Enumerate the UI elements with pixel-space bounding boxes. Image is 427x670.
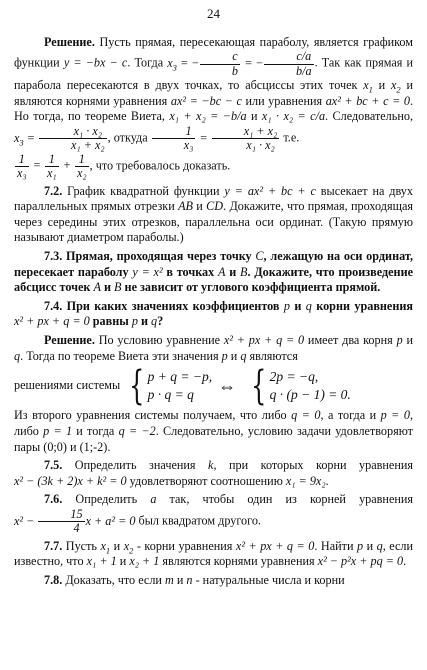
text: корни уравнения — [311, 298, 413, 313]
text: в точках — [162, 264, 219, 279]
brace-icon: { — [251, 363, 267, 410]
formula: x₁ = 9x₂ — [285, 473, 326, 488]
formula: x₁ + x₂ = −b/a — [169, 109, 247, 124]
brace-icon: { — [129, 363, 145, 410]
formula: p = 0 — [380, 408, 410, 423]
problem-7-4 — [14, 299, 413, 330]
var: p — [131, 314, 138, 329]
solution-7-4 — [14, 333, 413, 364]
text: . Докажите, что произведение абсцисс точек — [14, 264, 414, 295]
text: равны — [89, 314, 132, 329]
text: Из второго уравнения системы получаем, что либо — [14, 408, 292, 423]
text: - натуральные числа и корни — [192, 573, 345, 588]
var: A — [93, 280, 101, 295]
var: C — [255, 249, 264, 264]
text: При каких значениях коэффициентов — [62, 298, 284, 313]
text: Пусть — [62, 538, 101, 553]
system-line: 2p = −q, — [269, 369, 319, 385]
var: q — [14, 348, 21, 363]
var: a — [150, 492, 157, 507]
formula-reciprocal-sum: $\frac{1}{\text{x₃}}$ = $\frac{1}{\text{x₁}}$ + $\frac{1}{\text{x₂}}$ — [17, 151, 87, 181]
text: - корни уравнения — [133, 538, 236, 553]
formula: x² + px + q = 0 — [235, 538, 315, 553]
text: или уравнения — [241, 93, 326, 108]
solution-7-4-conclusion — [14, 408, 413, 455]
system-left — [124, 363, 213, 410]
formula-reciprocal: $\frac{1}{\text{x₃}}$ = $\frac{\text{x₁ + x₂}}{\text{x₁ · x₂}}$ — [151, 131, 281, 145]
problem-number: 7.3. — [44, 249, 63, 264]
text: , что требовалось доказать. — [89, 158, 231, 173]
text: имеет два корня — [304, 333, 397, 348]
fraction: $\frac{1}{\text{x₃}}$ — [152, 125, 196, 153]
var-x2: $x_2$ — [391, 78, 401, 95]
text: По условию уравнение — [94, 333, 224, 348]
text: Пусть прямая, пересекающая параболу, является графиком функции — [14, 34, 413, 70]
text: . Следовательно, условию задачи удовлетворяют пары (0;0) и (1;-2). — [14, 423, 413, 454]
text: Определить значения — [62, 458, 209, 473]
var: q — [151, 314, 158, 329]
equation-system — [14, 363, 413, 410]
text: являются — [246, 348, 298, 363]
var: B — [240, 264, 248, 279]
text: . Тогда по теореме Виета эти значения — [20, 348, 222, 363]
problem-number: 7.8. — [44, 573, 63, 588]
equivalence-icon: ⇔ — [218, 375, 237, 396]
var: q — [376, 538, 383, 553]
var: p — [283, 298, 290, 313]
text: Прямая, проходящая через точку — [62, 249, 256, 264]
problem-7-3 — [14, 249, 413, 296]
text: и — [116, 554, 130, 569]
text: . Следовательно, — [325, 109, 413, 124]
problem-number: 7.6. — [44, 492, 63, 507]
var: CD — [206, 199, 224, 214]
text: и тогда — [72, 423, 119, 438]
var: n — [186, 573, 193, 588]
problem-7-2 — [14, 184, 413, 246]
fraction: $\frac{1}{\text{x₃}}$ — [17, 151, 27, 181]
text: и — [227, 348, 241, 363]
formula: x₁ · x₂ = c/a — [261, 109, 326, 124]
problem-7-8 — [14, 573, 413, 589]
text: и — [173, 573, 187, 588]
text: , откуда — [107, 130, 151, 145]
formula: y = ax² + bc + c — [224, 183, 316, 198]
var-x1: $x_1$ — [363, 78, 373, 95]
fraction: $\frac{1}{\text{x₂}}$ — [76, 151, 87, 181]
text: и являются корнями уравнения — [14, 78, 413, 108]
problem-7-6 — [14, 492, 413, 535]
system-line: p · q = q — [147, 387, 194, 403]
var: p — [221, 348, 228, 363]
var: A — [218, 264, 226, 279]
fraction: $\frac{1}{\text{x₁}}$ — [46, 151, 57, 181]
text: и — [363, 538, 377, 553]
text: . Так как прямая и парабола пересекаются в двух точках, то абсциссы этих точек — [14, 55, 414, 93]
problem-7-7 — [14, 539, 413, 570]
problem-7-5 — [14, 458, 413, 489]
solution-label: Решение. — [44, 34, 95, 49]
text: . Докажите, что прямая, проходящая через середины этих отрезков, параллельна оси ординат. (Такую прямую называют диаметром параболы.) — [14, 199, 413, 245]
formula-x3-fraction: $x_3$ = $\frac{\text{x₁ · x₂}}{\text{x₁ + x₂}}$ — [14, 123, 105, 153]
fraction: $\frac{\text{x₁ + x₂}}{\text{x₁ · x₂}}$ — [212, 125, 280, 153]
var: p — [396, 333, 403, 348]
fraction: $\frac{\text{x₁ · x₂}}{\text{x₁ + x₂}}$ — [39, 125, 107, 153]
text: не зависит от углового коэффициента прямой. — [121, 280, 381, 295]
var: q — [240, 348, 247, 363]
fraction: $\frac{c}{b}$ — [200, 50, 240, 78]
text: и — [192, 199, 207, 214]
formula: x² − p²x + pq = 0 — [317, 554, 404, 569]
text: ? — [157, 314, 164, 329]
formula: ax² = −bc − c — [170, 93, 242, 108]
text: и — [137, 314, 152, 329]
formula: q = 0 — [291, 408, 321, 423]
text: . Тогда — [127, 55, 168, 70]
system-line: q · (p − 1) = 0. — [269, 387, 351, 403]
text: решениями системы — [14, 378, 121, 393]
text: и — [289, 298, 306, 313]
formula: x² + px + q = 0 — [14, 314, 90, 329]
text: был квадратом другого. — [135, 513, 261, 528]
text: , а тогда и — [320, 408, 381, 423]
problem-number: 7.7. — [44, 538, 63, 553]
text: удовлетворяют соотношению — [126, 473, 286, 488]
text: так, чтобы один из корней уравнения — [156, 492, 413, 507]
problem-number: 7.4. — [44, 298, 63, 313]
text: . — [403, 554, 407, 569]
text: и — [100, 280, 115, 295]
problem-number: 7.5. — [44, 458, 63, 473]
text: и — [110, 538, 124, 553]
text: и — [225, 264, 241, 279]
text: высекает на двух параллельных прямых отрезки — [14, 183, 413, 214]
var: AB — [178, 199, 193, 214]
system-right — [246, 363, 351, 410]
text: , либо — [14, 408, 414, 438]
problem-number: 7.2. — [44, 183, 63, 198]
text: т.е. — [280, 130, 300, 145]
formula: x² + px + q = 0 — [223, 333, 305, 348]
text: . — [325, 473, 329, 488]
var: B — [114, 280, 122, 295]
var: p — [356, 538, 364, 553]
text: , если известно, что — [14, 538, 413, 569]
formula: q = −2 — [118, 423, 156, 438]
fraction: $\frac{15}{4}$ — [38, 508, 84, 536]
text: Доказать, что если — [62, 573, 165, 588]
fraction: $\frac{c/a}{b/a}$ — [264, 50, 314, 78]
formula-x3: $x_3$ = − $\frac{c}{b}$ = − $\frac{c/a}{b/a}$ — [167, 49, 312, 78]
text: и — [246, 109, 262, 124]
text: График квадратной функции — [62, 183, 225, 198]
formula: y = −bx − c — [63, 55, 128, 70]
var: m — [164, 573, 174, 588]
formula: p = 1 — [43, 423, 73, 438]
text: , при которых корни уравнения — [213, 458, 413, 473]
formula: x₁ + 1 — [86, 554, 117, 569]
page-number: 24 — [207, 6, 220, 21]
proof-paragraph — [14, 35, 413, 153]
var-x1: $x_1$ — [100, 538, 111, 556]
text: и — [372, 78, 391, 93]
var: q — [305, 298, 312, 313]
text: и — [402, 333, 413, 348]
text: Определить — [62, 492, 151, 507]
formula: ax² + bc + c = 0 — [325, 93, 410, 108]
system-line: p + q = −p, — [147, 369, 213, 385]
text: . Найти — [314, 538, 357, 553]
proof-conclusion — [14, 153, 413, 181]
text: , лежащую на оси ординат, пересекает параболу — [14, 249, 413, 279]
formula: y = x² — [132, 264, 163, 279]
formula-7-6: x² − $\frac{15}{4}$ x + a² = 0 — [14, 506, 136, 536]
formula: x₂ + 1 — [129, 554, 160, 569]
solution-label: Решение. — [44, 333, 95, 348]
var: k — [208, 458, 214, 473]
var-x2: $x_2$ — [123, 538, 134, 556]
text: являются корнями уравнения — [159, 554, 318, 569]
text: . Но тогда, по теореме Виета, — [14, 93, 414, 124]
formula: x² − (3k + 2)x + k² = 0 — [14, 473, 127, 488]
